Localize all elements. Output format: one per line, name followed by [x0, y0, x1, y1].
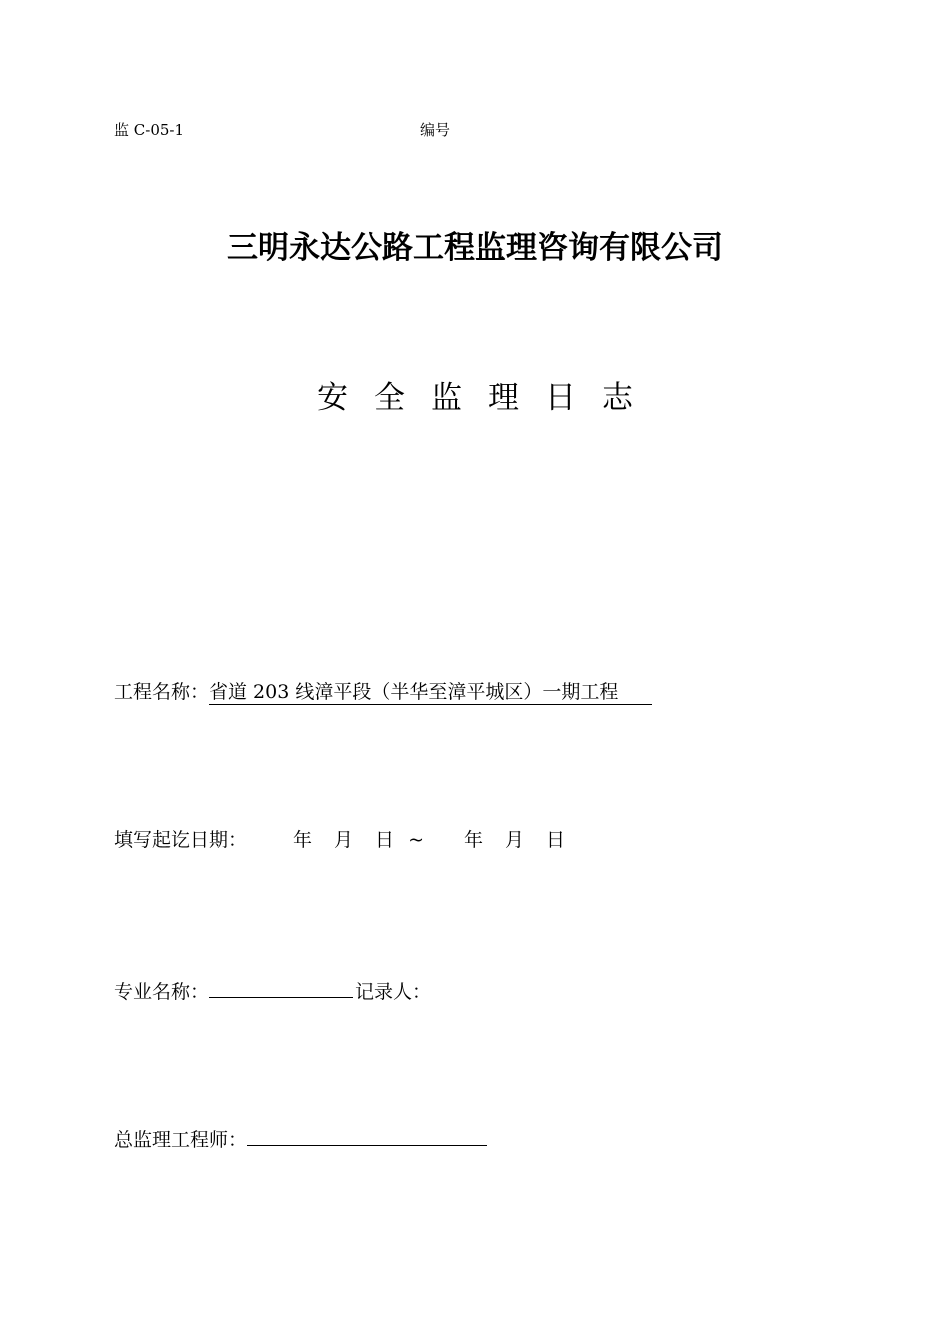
start-month-label: 月 [334, 829, 354, 851]
end-month-label: 月 [505, 829, 525, 851]
end-year-label: 年 [463, 829, 483, 851]
project-name-row [114, 677, 652, 705]
company-name: 三明永达公路工程监理咨询有限公司 [227, 230, 723, 266]
start-day-label: 日 [375, 829, 395, 851]
end-day-label: 日 [546, 829, 566, 851]
serial-number-label: 编号 [420, 121, 451, 139]
date-range-row [114, 825, 565, 852]
form-code: 监 C-05-1 [114, 121, 185, 139]
project-name-value: 省道 203 线漳平段（半华至漳平城区）一期工程 [209, 681, 652, 705]
chief-engineer-row [114, 1125, 487, 1152]
specialty-blank [209, 977, 353, 998]
chief-engineer-label: 总监理工程师： [114, 1129, 248, 1151]
recorder-label: 记录人： [355, 981, 432, 1003]
project-name-label: 工程名称： [114, 681, 210, 703]
document-title: 安全监理日志 [317, 380, 659, 416]
start-year-label: 年 [293, 829, 313, 851]
specialty-row [114, 977, 431, 1004]
specialty-label: 专业名称： [114, 981, 210, 1003]
chief-engineer-blank [247, 1125, 487, 1146]
date-range-label: 填写起讫日期： [114, 829, 248, 851]
date-separator: ~ [408, 829, 424, 851]
